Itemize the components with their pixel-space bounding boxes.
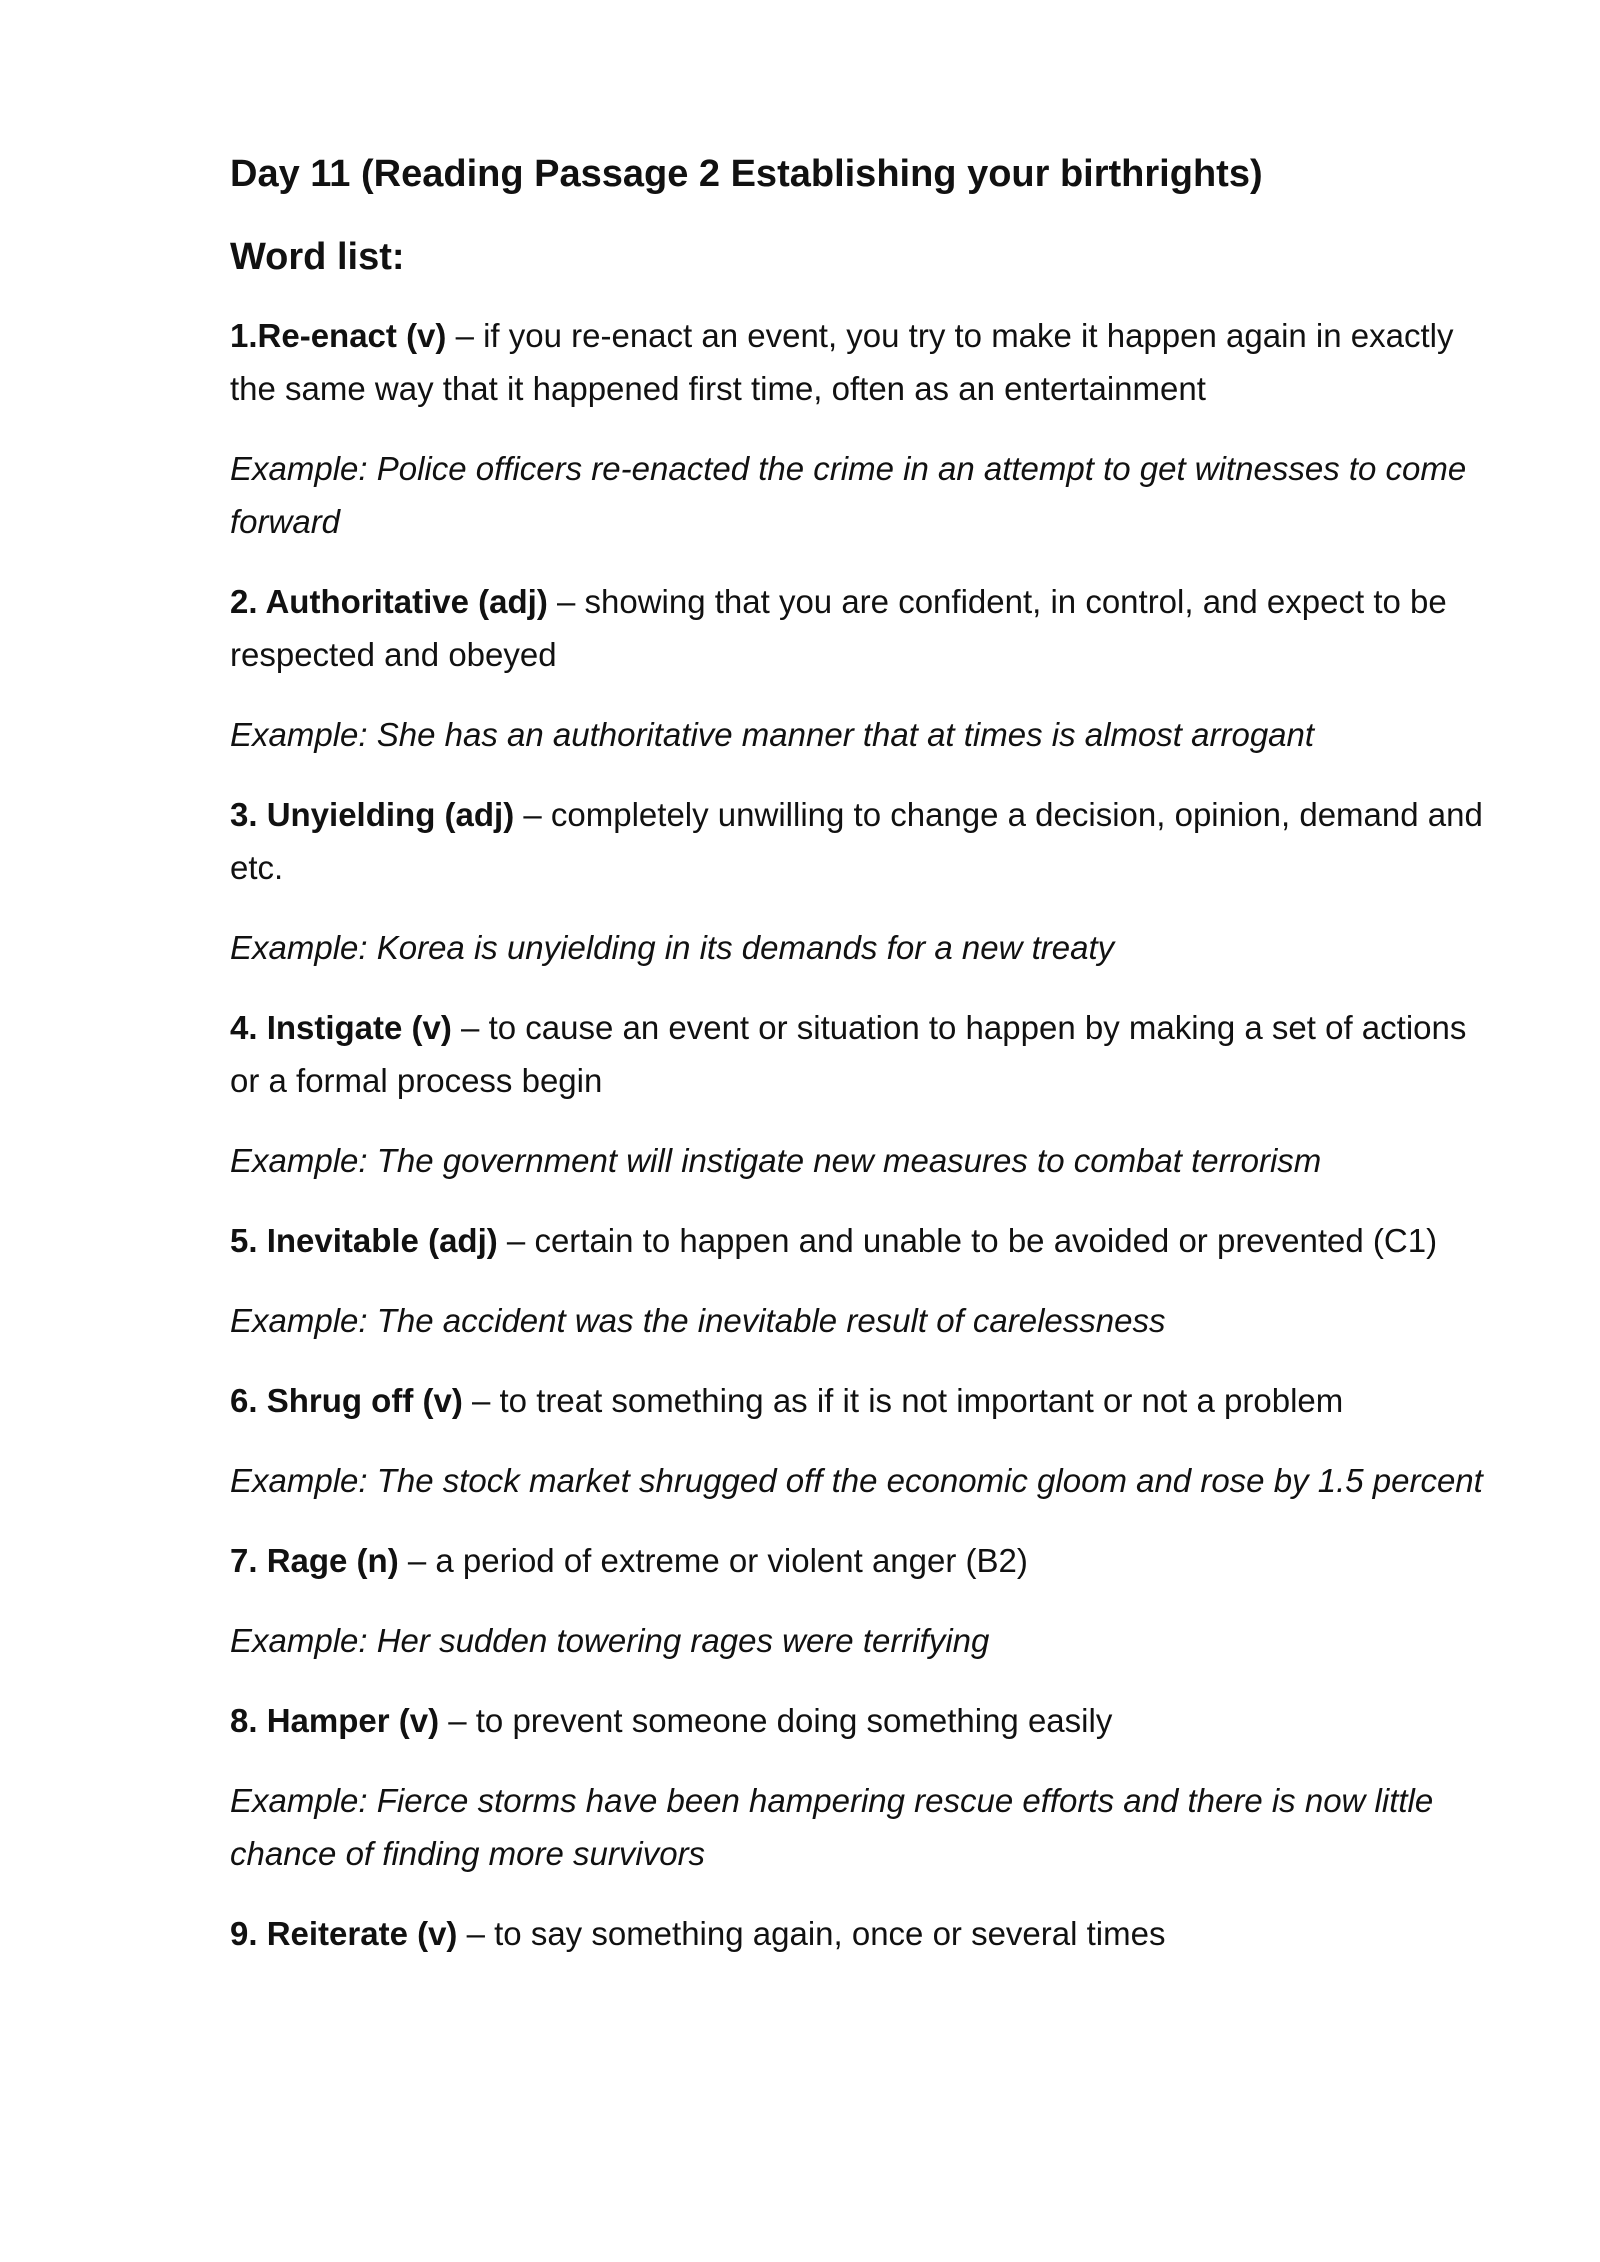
example-sentence: Example: She has an authoritative manner that at times is almost arrogant — [230, 715, 1315, 753]
definition — [230, 1374, 1500, 1427]
term: 3. Unyielding (adj) — [230, 795, 515, 833]
example-sentence: Example: The stock market shrugged off the economic gloom and rose by 1.5 percent — [230, 1461, 1483, 1499]
word-entry-5 — [230, 1214, 1500, 1347]
definition-text: – completely unwilling to change a decision, opinion, demand and etc. — [230, 795, 1483, 886]
definition — [230, 788, 1500, 894]
definition-text: – to prevent someone doing something easily — [439, 1701, 1113, 1739]
definition — [230, 1214, 1500, 1267]
example-sentence: Example: Police officers re-enacted the crime in an attempt to get witnesses to come forward — [230, 449, 1467, 540]
definition-text: – certain to happen and unable to be avoided or prevented (C1) — [497, 1221, 1438, 1259]
word-entry-2 — [230, 575, 1500, 761]
word-entry-6 — [230, 1374, 1500, 1507]
definition — [230, 1001, 1500, 1107]
term: 1.Re-enact (v) — [230, 316, 447, 354]
definition-text: – to say something again, once or several times — [457, 1914, 1166, 1952]
example-sentence: Example: Fierce storms have been hampering rescue efforts and there is now little chance of finding more survivors — [230, 1781, 1434, 1872]
definition — [230, 1534, 1500, 1587]
term: 8. Hamper (v) — [230, 1701, 440, 1739]
definition-text: – a period of extreme or violent anger (B2) — [398, 1541, 1028, 1579]
word-entry-8 — [230, 1694, 1500, 1880]
word-entry-4 — [230, 1001, 1500, 1187]
term: 7. Rage (n) — [230, 1541, 399, 1579]
document-page — [230, 150, 1500, 1987]
example-sentence: Example: Korea is unyielding in its demands for a new treaty — [230, 928, 1115, 966]
term: 9. Reiterate (v) — [230, 1914, 458, 1952]
term: 4. Instigate (v) — [230, 1008, 452, 1046]
page-title: Day 11 (Reading Passage 2 Establishing your birthrights) — [230, 153, 1263, 195]
definition — [230, 575, 1500, 681]
term: 6. Shrug off (v) — [230, 1381, 463, 1419]
word-entry-7 — [230, 1534, 1500, 1667]
definition — [230, 1694, 1500, 1747]
definition-text: – showing that you are confident, in control, and expect to be respected and obeyed — [230, 582, 1447, 673]
example-sentence: Example: Her sudden towering rages were terrifying — [230, 1621, 990, 1659]
example-sentence: Example: The accident was the inevitable result of carelessness — [230, 1301, 1166, 1339]
word-entry-1 — [230, 309, 1500, 548]
word-entry-3 — [230, 788, 1500, 974]
definition-text: – if you re-enact an event, you try to make it happen again in exactly the same way that it happened first time, often as an entertainment — [230, 316, 1454, 407]
word-entry-9 — [230, 1907, 1500, 1960]
example-sentence: Example: The government will instigate new measures to combat terrorism — [230, 1141, 1322, 1179]
definition-text: – to cause an event or situation to happen by making a set of actions or a formal process begin — [230, 1008, 1467, 1099]
definition — [230, 309, 1500, 415]
word-list-heading: Word list: — [230, 236, 405, 279]
term: 2. Authoritative (adj) — [230, 582, 548, 620]
term: 5. Inevitable (adj) — [230, 1221, 498, 1259]
definition-text: – to treat something as if it is not important or not a problem — [462, 1381, 1344, 1419]
definition — [230, 1907, 1500, 1960]
